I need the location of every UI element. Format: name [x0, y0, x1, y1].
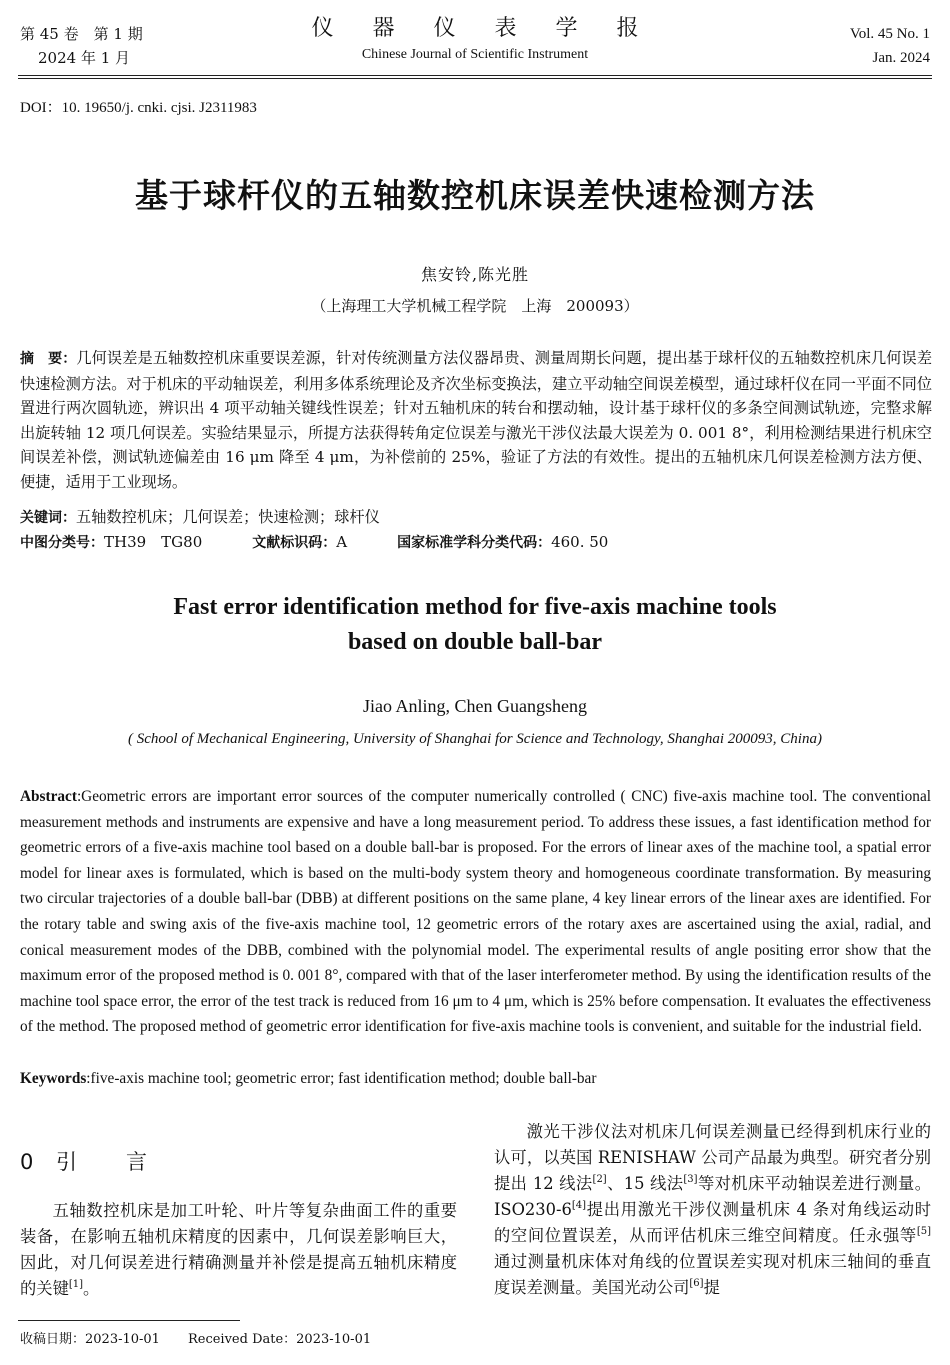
body-text: 提出用激光干涉仪测量机床 4 条对角线运动时的空间位置误差，从而评估机床三维空间精度。任永强等 [494, 1200, 931, 1245]
body-text: 、15 线法 [606, 1174, 684, 1193]
abstract-cn [20, 346, 932, 494]
body-text: 激光干涉仪法对机床几何误差测量已经得到机床行业的认可，以英国 RENISHAW 公司产品最为典型。研究者分别提出 12 线法 [494, 1122, 931, 1193]
citation-ref: [5] [916, 1226, 931, 1237]
abstract-cn-label: 摘 要： [20, 351, 77, 367]
body-text: 等对机床平动轴误差进行测量。ISO230-6 [494, 1174, 931, 1219]
keywords-cn-label: 关键词： [20, 510, 76, 526]
citation-ref: [3] [683, 1174, 698, 1185]
citation-ref: [6] [689, 1278, 704, 1289]
citation-ref: [2] [592, 1174, 607, 1185]
footnote [20, 1328, 371, 1347]
footnote-rule [18, 1320, 240, 1321]
running-header-center [275, 14, 675, 66]
citation-ref: [4] [571, 1200, 587, 1211]
abstract-en-label: Abstract [20, 788, 77, 805]
keywords-en-label: Keywords [20, 1070, 87, 1087]
paper-title-en-line1: Fast error identification method for five-axis machine tools [173, 594, 777, 620]
body-text: 通过测量机床体对角线的位置误差实现对机床三轴间的垂直度误差测量。美国光动公司 [494, 1252, 931, 1297]
running-header-left [20, 22, 143, 70]
header-rule-bottom [18, 78, 932, 79]
section-number: 0 [20, 1150, 34, 1174]
running-header-right [850, 22, 930, 70]
body-column-left [20, 1198, 457, 1302]
body-column-right [494, 1119, 931, 1301]
section-title-char-2: 言 [126, 1150, 147, 1174]
doi: DOI：10. 19650/j. cnki. cjsi. J2311983 [20, 100, 257, 116]
keywords-cn [20, 505, 932, 531]
intro-paragraph: 五轴数控机床是加工叶轮、叶片等复杂曲面工件的重要装备，在影响五轴机床精度的因素中，几何误差影响巨大，因此，对几何误差进行精确测量并补偿是提高五轴机床精度的关键 [20, 1201, 457, 1298]
affiliation-en: ( School of Mechanical Engineering, University of Shanghai for Science and Technology, Shanghai 200093, China) [128, 731, 822, 747]
section-heading [20, 1146, 147, 1176]
authors-cn: 焦安铃,陈光胜 [420, 265, 530, 284]
issue-date-en: Jan. 2024 [872, 50, 930, 66]
authors-en: Jiao Anling, Chen Guangsheng [363, 696, 587, 716]
clc-value: TH39 TG80 [104, 533, 203, 551]
section-title-char-1: 引 [56, 1150, 77, 1174]
received-date-en: Received Date：2023-10-01 [187, 1332, 372, 1347]
keywords-en [20, 1066, 931, 1091]
abstract-en-text: :Geometric errors are important error sources of the computer numerically controlled ( CNC) five-axis machine tool. The conventional measurement methods and instruments are expensive and have a long measurement period. To address these issues, a fast identification method for geometric errors of a five-axis machine tool based on a double ball-bar is proposed. For the errors of linear axes of the machine tool, a spatial error model for linear axes is formulated, which is based on the multi-body system theory and homogeneous coordinate transformation. By measuring two circular trajectories of a double ball-bar (DBB) at different positions on the same plane, 4 key linear errors of the linear axes are identified. For the rotary table and swing axis of the five-axis machine tool, 12 geometric errors of the rotary axes are ascertained using the axial, radial, and conical measurement modes of the DBB, combined with the polynomial model. The experimental results of angle positing error show that the maximum error of the proposed method is 0. 001 8°, compared with that of the laser interferometer method. By using the identification results of the machine tool space error, the error of the test track is reduced from 16 μm to 4 μm, which is 25% before compensation. It evaluates the effectiveness of the method. The proposed method of geometric error identification for five-axis machine tools is convenient, and suitable for the industrial field. [20, 788, 931, 1036]
doc-code-value: A [336, 533, 348, 551]
journal-name-en: Chinese Journal of Scientific Instrument [361, 47, 589, 62]
body-text: 提 [703, 1278, 720, 1297]
header-rule-top [18, 75, 932, 76]
journal-name-cn: 仪 器 仪 表 学 报 [311, 16, 655, 41]
keywords-cn-text: 五轴数控机床；几何误差；快速检测；球杆仪 [76, 508, 380, 526]
issue-date-cn: 2024 年 1 月 [38, 49, 131, 67]
abstract-en [20, 784, 931, 1040]
clc-label: 中图分类号： [20, 535, 104, 551]
intro-paragraph-tail: 。 [83, 1279, 100, 1298]
citation-ref: [1] [68, 1279, 84, 1290]
volume-issue-cn: 第 45 卷 第 1 期 [20, 25, 143, 43]
std-code-label: 国家标准学科分类代码： [397, 535, 552, 551]
keywords-en-text: :five-axis machine tool; geometric error; fast identification method; double ball-bar [86, 1070, 597, 1087]
abstract-cn-text: 几何误差是五轴数控机床重要误差源，针对传统测量方法仪器昂贵、测量周期长问题，提出基于球杆仪的五轴数控机床几何误差快速检测方法。对于机床的平动轴误差，利用多体系统理论及齐次坐标变换法，建立平动轴空间误差模型，通过球杆仪在同一平面不同位置进行两次圆轨迹，辨识出 4 项平动轴关键线性误差；针对五轴机床的转台和摆动轴，设计基于球杆仪的多条空间测试轨迹，完整求解出旋转轴 12 项几何误差。实验结果显示，所提方法获得转角定位误差与激光干涉仪法最大误差为 0. 001 8°，利用检测结果进行机床空间误差补偿，测试轨迹偏差由 16 μm 降至 4 μm，为补偿前的 25%，验证了方法的有效性。提出的五轴机床几何误差检测方法方便、便捷，适用于工业现场。 [20, 349, 933, 491]
paper-title-en [0, 590, 950, 660]
std-code-value: 460. 50 [551, 533, 609, 551]
doc-code-label: 文献标识码： [252, 535, 337, 551]
classification-line [20, 530, 608, 555]
paper-title-en-line2: based on double ball-bar [347, 629, 603, 655]
volume-issue-en: Vol. 45 No. 1 [849, 26, 930, 42]
received-date-cn: 收稿日期：2023-10-01 [20, 1332, 160, 1347]
affiliation-cn: （上海理工大学机械工程学院 上海 200093） [311, 297, 639, 315]
paper-title-cn: 基于球杆仪的五轴数控机床误差快速检测方法 [135, 176, 815, 215]
